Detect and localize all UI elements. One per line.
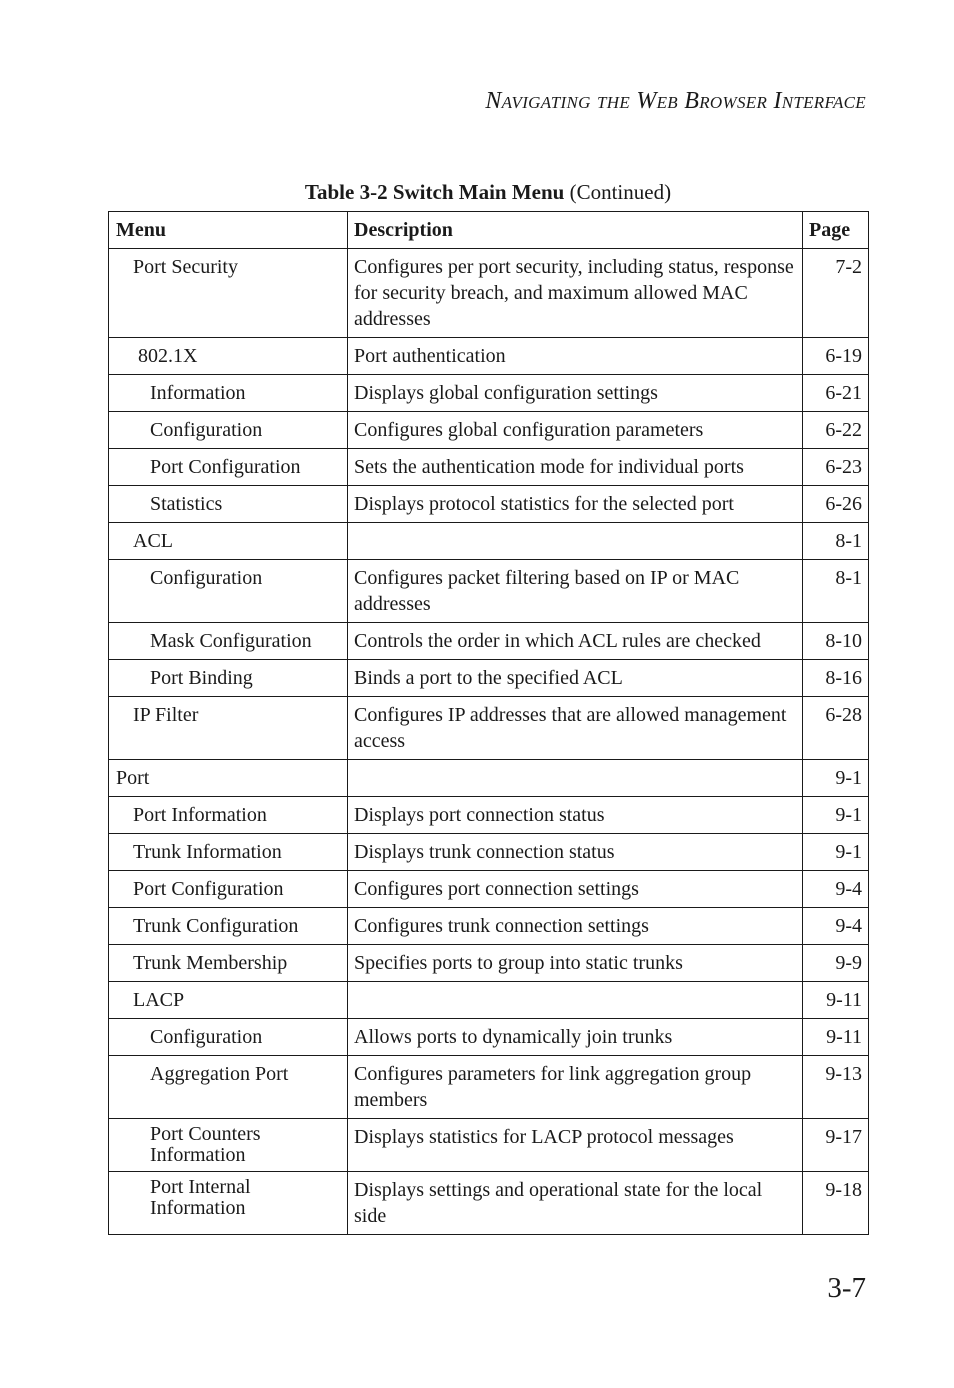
description-cell: Configures packet filtering based on IP or MAC addresses — [348, 560, 803, 623]
page-cell: 8-16 — [803, 660, 869, 697]
page-cell: 6-22 — [803, 412, 869, 449]
page-cell: 6-28 — [803, 697, 869, 760]
description-cell: Configures port connection settings — [348, 871, 803, 908]
page-cell: 9-4 — [803, 908, 869, 945]
menu-cell: Configuration — [109, 412, 348, 449]
menu-cell: Port Security — [109, 249, 348, 338]
description-cell: Displays statistics for LACP protocol messages — [348, 1119, 803, 1172]
page-number: 3-7 — [827, 1272, 866, 1304]
page-cell: 9-1 — [803, 760, 869, 797]
page-cell: 6-21 — [803, 375, 869, 412]
table-row — [109, 1172, 869, 1235]
table-row — [109, 249, 869, 338]
page-cell: 9-4 — [803, 871, 869, 908]
menu-cell: Trunk Membership — [109, 945, 348, 982]
description-cell: Displays port connection status — [348, 797, 803, 834]
page-cell: 9-9 — [803, 945, 869, 982]
header-menu: Menu — [109, 212, 348, 249]
table-row — [109, 982, 869, 1019]
table-row — [109, 1019, 869, 1056]
header-description: Description — [348, 212, 803, 249]
switch-main-menu-table — [108, 211, 869, 1235]
page-cell: 8-1 — [803, 560, 869, 623]
table-row — [109, 1119, 869, 1172]
description-cell — [348, 982, 803, 1019]
table-row — [109, 486, 869, 523]
description-cell: Configures global configuration parameters — [348, 412, 803, 449]
table-row — [109, 945, 869, 982]
page-cell: 9-11 — [803, 1019, 869, 1056]
menu-cell: Port Binding — [109, 660, 348, 697]
menu-cell: Statistics — [109, 486, 348, 523]
running-head: Navigating the Web Browser Interface — [485, 88, 866, 114]
description-cell — [348, 760, 803, 797]
menu-cell: LACP — [109, 982, 348, 1019]
table-row — [109, 797, 869, 834]
menu-cell: Information — [109, 375, 348, 412]
page-cell: 6-23 — [803, 449, 869, 486]
description-cell: Configures trunk connection settings — [348, 908, 803, 945]
description-cell: Port authentication — [348, 338, 803, 375]
menu-cell: Mask Configuration — [109, 623, 348, 660]
table-row — [109, 375, 869, 412]
page-cell: 9-1 — [803, 797, 869, 834]
table-row — [109, 834, 869, 871]
page-cell: 9-18 — [803, 1172, 869, 1235]
description-cell: Configures per port security, including status, response for security breach, and maximum allowed MAC addresses — [348, 249, 803, 338]
table-row — [109, 660, 869, 697]
page-cell: 6-19 — [803, 338, 869, 375]
page-cell: 8-10 — [803, 623, 869, 660]
page-cell: 8-1 — [803, 523, 869, 560]
header-page: Page — [803, 212, 869, 249]
table-row — [109, 412, 869, 449]
menu-cell: Port Information — [109, 797, 348, 834]
page-cell: 9-11 — [803, 982, 869, 1019]
description-cell: Displays settings and operational state for the local side — [348, 1172, 803, 1235]
table-row — [109, 697, 869, 760]
description-cell: Sets the authentication mode for individual ports — [348, 449, 803, 486]
menu-cell: Configuration — [109, 560, 348, 623]
description-cell: Controls the order in which ACL rules are checked — [348, 623, 803, 660]
menu-cell: Port Configuration — [109, 449, 348, 486]
menu-cell: Port Counters Information — [109, 1119, 348, 1172]
menu-cell: 802.1X — [109, 338, 348, 375]
page-cell: 9-17 — [803, 1119, 869, 1172]
table-row — [109, 560, 869, 623]
table-caption — [108, 178, 868, 206]
page-cell: 9-13 — [803, 1056, 869, 1119]
menu-cell: Port — [109, 760, 348, 797]
menu-cell: Trunk Information — [109, 834, 348, 871]
menu-cell: ACL — [109, 523, 348, 560]
description-cell: Allows ports to dynamically join trunks — [348, 1019, 803, 1056]
description-cell: Configures IP addresses that are allowed management access — [348, 697, 803, 760]
table-row — [109, 760, 869, 797]
description-cell: Displays trunk connection status — [348, 834, 803, 871]
table-row — [109, 338, 869, 375]
page-cell: 9-1 — [803, 834, 869, 871]
table-row — [109, 1056, 869, 1119]
table-row — [109, 908, 869, 945]
table-row — [109, 449, 869, 486]
page-cell: 6-26 — [803, 486, 869, 523]
table-row — [109, 871, 869, 908]
table-row — [109, 523, 869, 560]
menu-cell: Configuration — [109, 1019, 348, 1056]
description-cell: Binds a port to the specified ACL — [348, 660, 803, 697]
menu-cell: IP Filter — [109, 697, 348, 760]
description-cell: Configures parameters for link aggregation group members — [348, 1056, 803, 1119]
table-caption-suffix: (Continued) — [564, 180, 672, 204]
description-cell: Specifies ports to group into static trunks — [348, 945, 803, 982]
table-caption-label: Table 3-2 Switch Main Menu — [304, 180, 565, 204]
table-header-row — [109, 212, 869, 249]
table-row — [109, 623, 869, 660]
description-cell — [348, 523, 803, 560]
menu-cell: Port Internal Information — [109, 1172, 348, 1235]
page-cell: 7-2 — [803, 249, 869, 338]
description-cell: Displays global configuration settings — [348, 375, 803, 412]
menu-cell: Port Configuration — [109, 871, 348, 908]
menu-cell: Trunk Configuration — [109, 908, 348, 945]
menu-cell: Aggregation Port — [109, 1056, 348, 1119]
description-cell: Displays protocol statistics for the selected port — [348, 486, 803, 523]
